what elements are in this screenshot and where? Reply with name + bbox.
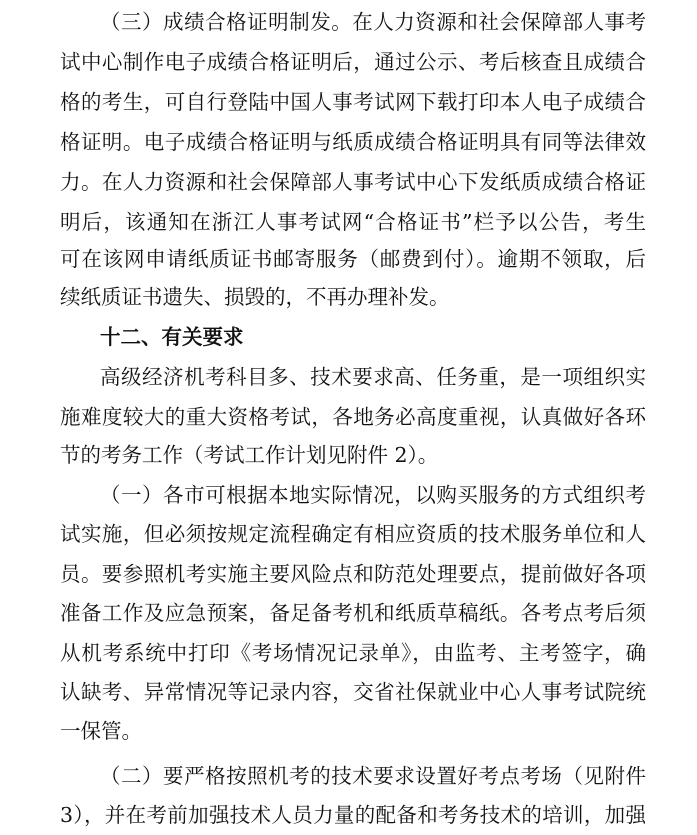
paragraph-line: 格证明。电子成绩合格证明与纸质成绩合格证明具有同等法律效 (60, 130, 646, 154)
paragraph-line: 续纸质证书遗失、损毁的，不再办理补发。 (60, 285, 450, 309)
paragraph-line: 认缺考、异常情况等记录内容，交省社保就业中心人事考试院统 (60, 680, 646, 704)
paragraph-line: 明后，该通知在浙江人事考试网“合格证书”栏予以公告，考生 (60, 210, 646, 234)
paragraph-line: 一保管。 (60, 719, 142, 743)
paragraph-line: 从机考系统中打印《考场情况记录单》，由监考、主考签字，确 (60, 641, 646, 665)
paragraph-line: 施难度较大的重大资格考试，各地务必高度重视，认真做好各环 (60, 405, 646, 429)
paragraph-line: （一）各市可根据本地实际情况，以购买服务的方式组织考 (100, 483, 646, 507)
paragraph-line: 可在该网申请纸质证书邮寄服务（邮费到付）。逾期不领取，后 (60, 247, 646, 271)
paragraph-line: 节的考务工作（考试工作计划见附件 2）。 (60, 443, 439, 467)
paragraph-line: 力。在人力资源和社会保障部人事考试中心下发纸质成绩合格证 (60, 170, 646, 194)
paragraph-line: 格的考生，可自行登陆中国人事考试网下载打印本人电子成绩合 (60, 90, 646, 114)
paragraph-line: （三）成绩合格证明制发。在人力资源和社会保障部人事考 (100, 10, 646, 34)
section-heading: 十二、有关要求 (100, 325, 244, 349)
paragraph-line: 试实施，但必须按规定流程确定有相应资质的技术服务单位和人 (60, 522, 646, 546)
paragraph-line: 准备工作及应急预案，备足备考机和纸质草稿纸。各考点考后须 (60, 601, 646, 625)
paragraph-line: 高级经济机考科目多、技术要求高、任务重，是一项组织实 (100, 365, 646, 389)
paragraph-line: 3），并在考前加强技术人员力量的配备和考务技术的培训，加强 (60, 803, 646, 827)
paragraph-line: 试中心制作电子成绩合格证明后，通过公示、考后核查且成绩合 (60, 50, 646, 74)
paragraph-line: （二）要严格按照机考的技术要求设置好考点考场（见附件 (100, 764, 646, 788)
paragraph-line: 员。要参照机考实施主要风险点和防范处理要点，提前做好各项 (60, 562, 646, 586)
